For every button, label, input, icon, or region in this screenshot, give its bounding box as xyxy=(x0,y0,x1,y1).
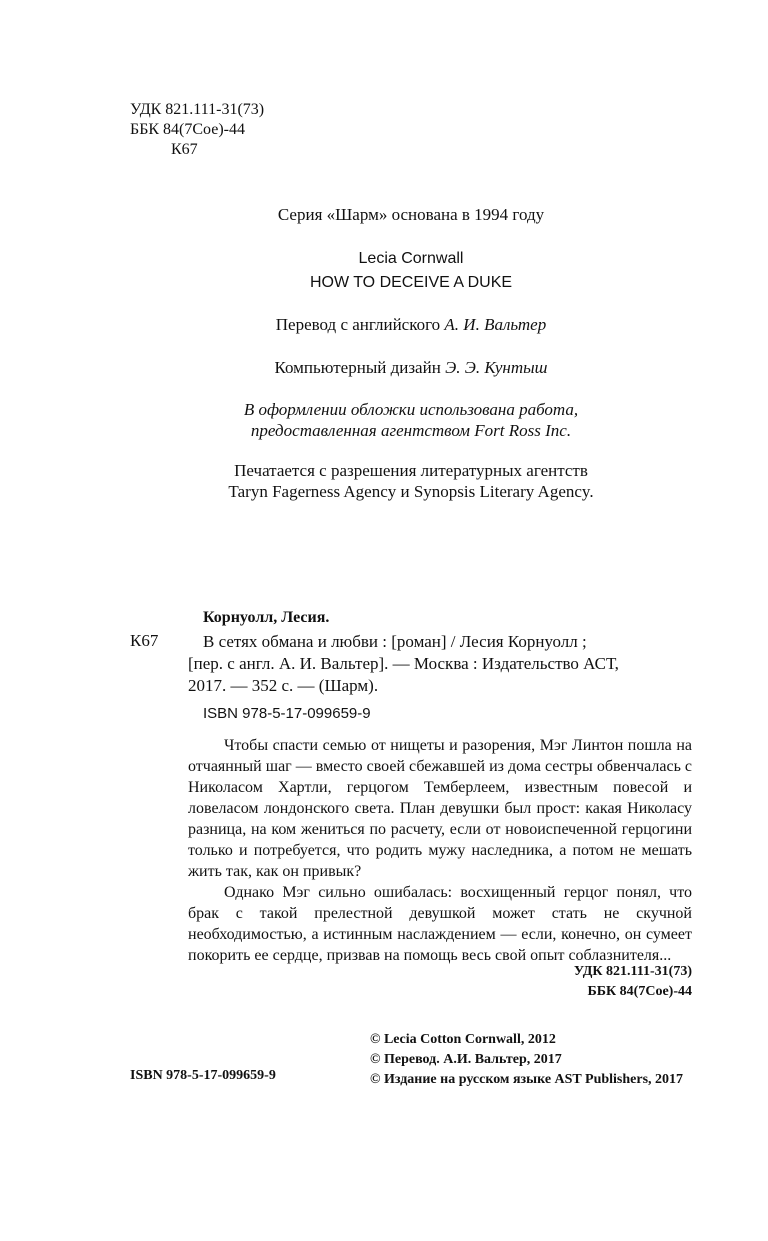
original-author: Lecia Cornwall xyxy=(358,250,464,267)
footer-isbn: ISBN 978-5-17-099659-9 xyxy=(130,1068,276,1083)
cover-note xyxy=(130,399,692,441)
footer-udk: УДК 821.111-31(73) xyxy=(573,964,692,979)
copyright-line1: © Lecia Cotton Cornwall, 2012 xyxy=(370,1032,556,1047)
bbk-code: ББК 84(7Сое)-44 xyxy=(130,121,245,138)
copyright-line2: © Перевод. А.И. Вальтер, 2017 xyxy=(370,1052,562,1067)
annotation-paragraph-2: Однако Мэг сильно ошибалась: восхищенный герцог понял, что брак с такой прелестной девушкой может стать не скучной необходимостью, а истинным наслаждением — если, конечно, он сумеет покорить ее сердце, призвав на помощь весь свой опыт соблазнителя... xyxy=(188,884,692,964)
bibliographic-record xyxy=(188,631,692,697)
catalog-isbn: ISBN 978-5-17-099659-9 xyxy=(203,705,371,722)
translator-name: А. И. Вальтер xyxy=(444,315,547,334)
biblio-line2: [пер. с англ. А. И. Вальтер]. — Москва : Издательство АСТ, xyxy=(188,654,619,673)
annotation-paragraph-1: Чтобы спасти семью от нищеты и разорения, Мэг Линтон пошла на отчаянный шаг — вместо своей сбежавшей из дома сестры обвенчалась с Николасом Хартли, герцогом Темберлеем, известным повесой и ловеласом лондонского света. План девушки был прост: какая Николасу разница, на ком жениться по расчету, если от новоиспеченной герцогини только и потребуется, что родить мужу наследника, а потом не мешать жить так, как он привык? xyxy=(188,737,692,880)
designer-name: Э. Э. Кунтыш xyxy=(445,358,548,377)
footer-classification xyxy=(475,962,692,1002)
copyright-block xyxy=(370,1030,683,1090)
cover-note-line1: В оформлении обложки использована работа, xyxy=(243,400,579,419)
series-note: Серия «Шарм» основана в 1994 году xyxy=(277,205,545,224)
translation-credit xyxy=(130,314,692,335)
design-prefix: Компьютерный дизайн xyxy=(274,358,441,377)
catalog-author: Корнуолл, Лесия. xyxy=(203,609,330,626)
rights-note xyxy=(130,460,692,502)
translation-prefix: Перевод с английского xyxy=(275,315,441,334)
footer-bbk: ББК 84(7Сое)-44 xyxy=(587,984,692,999)
author-mark: К67 xyxy=(171,141,198,158)
catalog-code: К67 xyxy=(130,631,159,650)
cover-note-line2: предоставленная агентством Fort Ross Inc. xyxy=(250,421,572,440)
biblio-line3: 2017. — 352 с. — (Шарм). xyxy=(188,676,379,695)
design-credit xyxy=(130,357,692,378)
original-title: HOW TO DECEIVE A DUKE xyxy=(309,274,513,291)
rights-line2: Taryn Fagerness Agency и Synopsis Literary Agency. xyxy=(228,482,594,501)
classification-block xyxy=(130,100,264,160)
annotation xyxy=(188,735,692,966)
copyright-line3: © Издание на русском языке AST Publishers, 2017 xyxy=(370,1072,684,1087)
original-edition xyxy=(130,247,692,295)
rights-line1: Печатается с разрешения литературных агентств xyxy=(234,461,588,480)
biblio-line1: В сетях обмана и любви : [роман] / Лесия Корнуолл ; xyxy=(203,632,587,651)
udk-code: УДК 821.111-31(73) xyxy=(130,101,265,118)
